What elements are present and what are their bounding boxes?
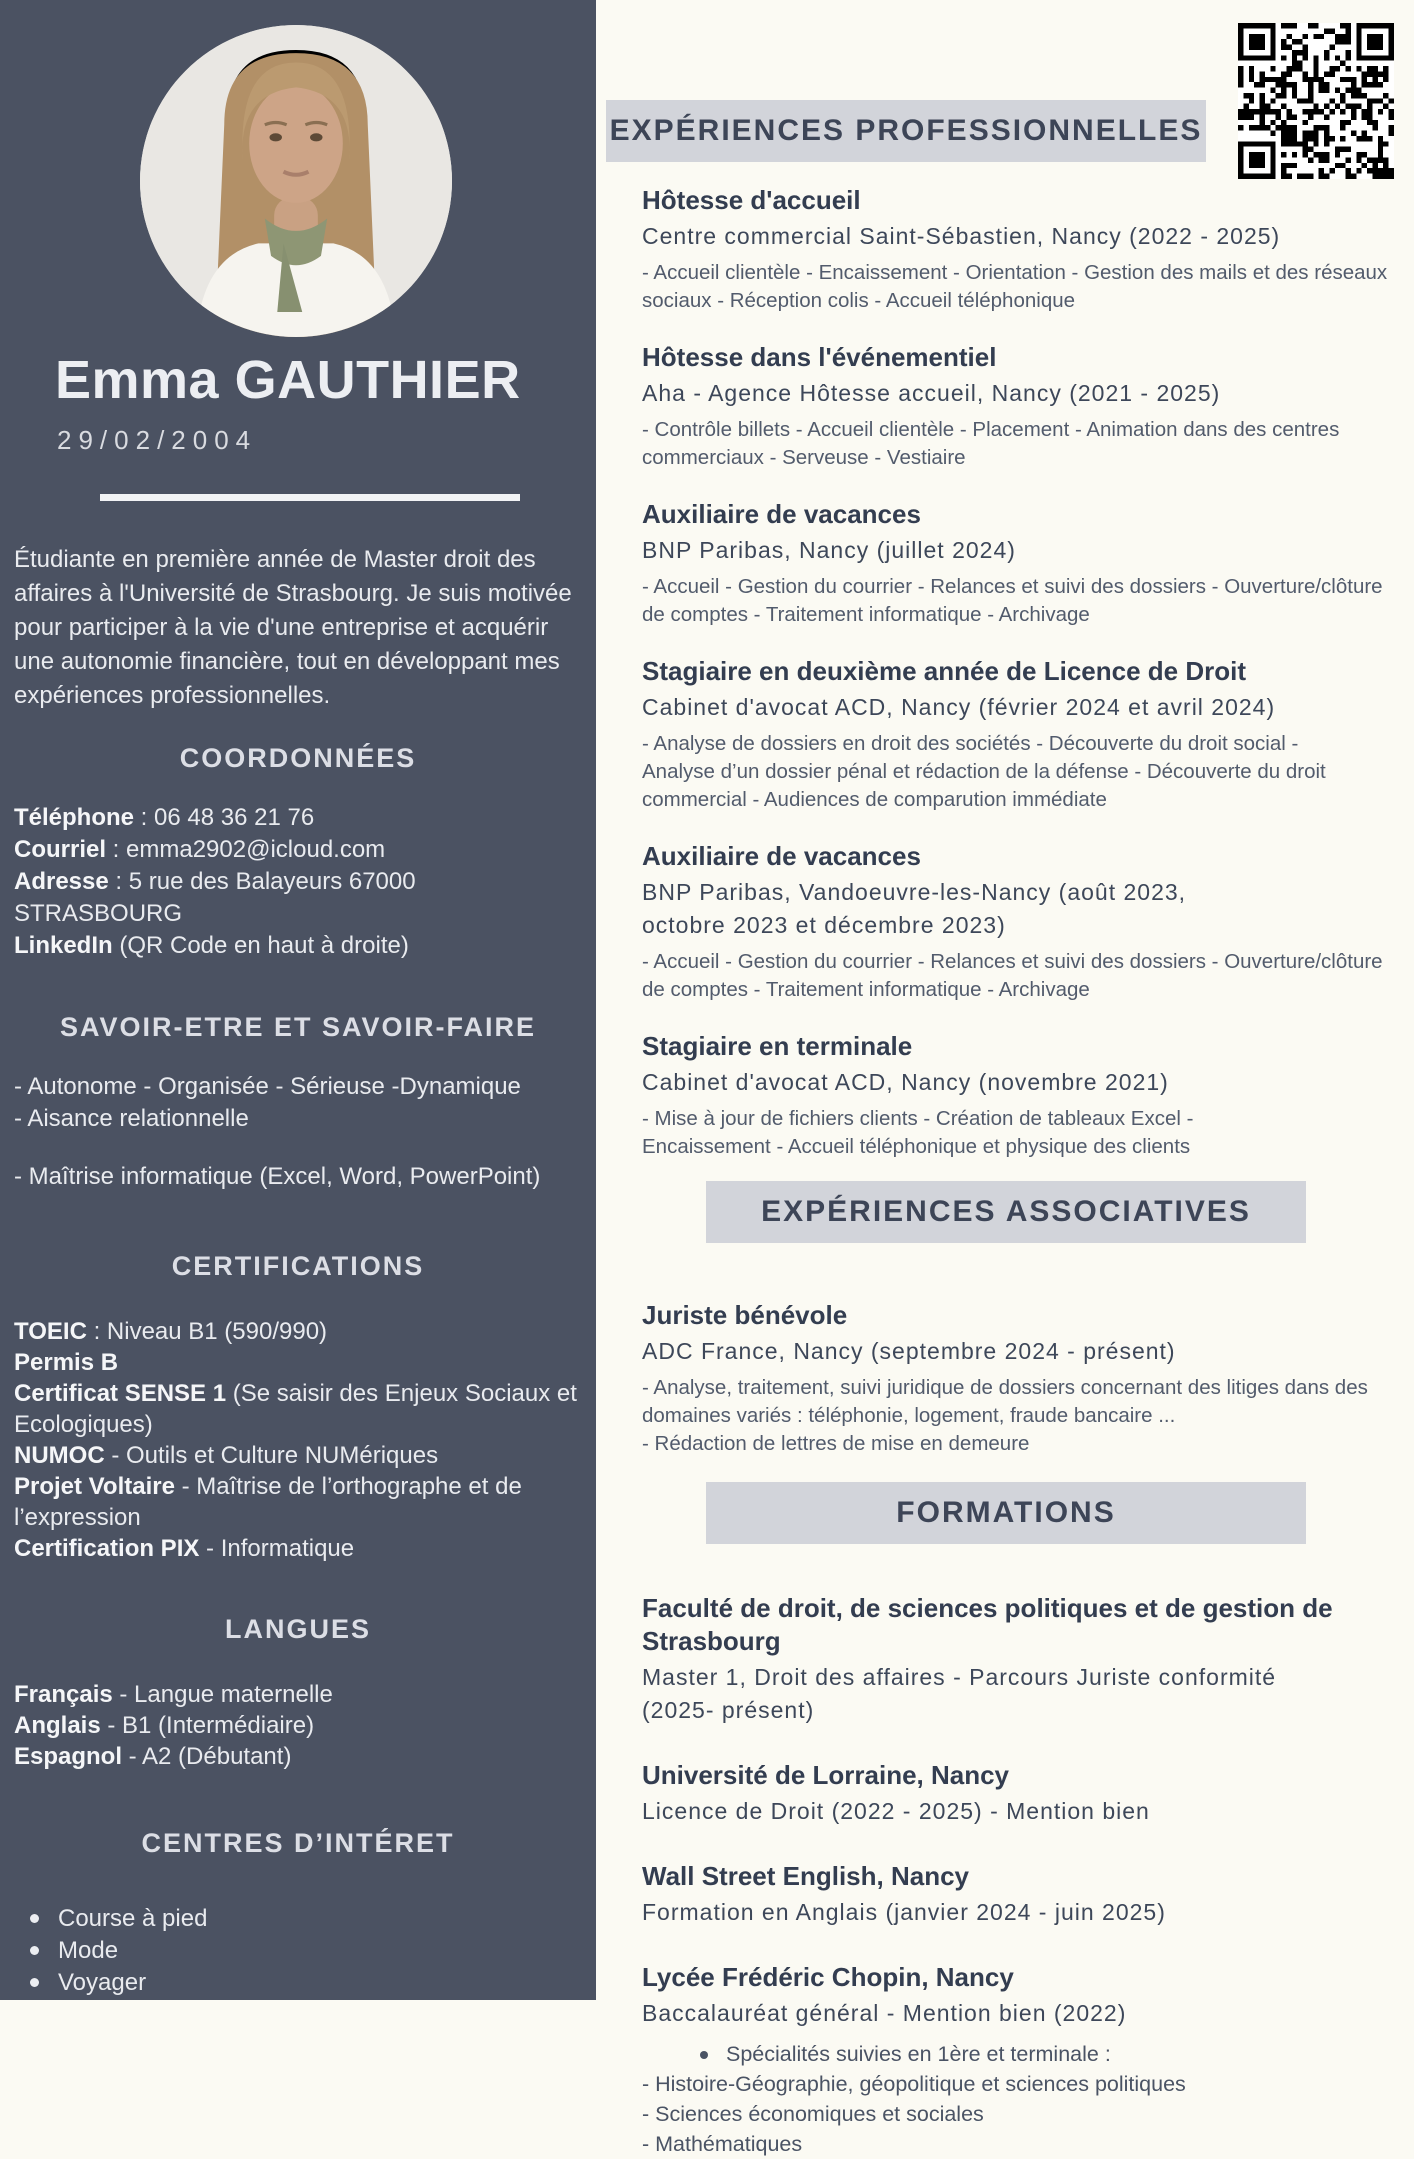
formation-entries	[642, 1592, 1402, 2159]
contact-address: Adresse : 5 rue des Balayeurs 67000 STRASBOURG	[14, 868, 416, 927]
cert-item: Certification PIX - Informatique	[14, 1535, 355, 1562]
section-title-coordonnees: COORDONNÉES	[179, 743, 417, 773]
job-employer: BNP Paribas, Nancy (juillet 2024)	[642, 537, 1016, 563]
cert-item: Certificat SENSE 1 (Se saisir des Enjeux Sociaux et Ecologiques)	[14, 1380, 577, 1438]
job-employer: ADC France, Nancy (septembre 2024 - présent)	[642, 1338, 1176, 1364]
contact-phone: Téléphone : 06 48 36 21 76	[14, 804, 315, 831]
degree: Master 1, Droit des affaires - Parcours Juriste conformité (2025- présent)	[642, 1664, 1277, 1723]
section-heading: FORMATIONS	[896, 1496, 1116, 1529]
divider-line	[100, 494, 520, 501]
job-details: - Contrôle billets - Accueil clientèle - Placement - Animation dans des centres commerciaux - Serveuse - Vestiaire	[642, 418, 1340, 469]
cert-item: TOEIC : Niveau B1 (590/990)	[14, 1318, 328, 1345]
formation-entry	[642, 1961, 1402, 2159]
section-heading: EXPÉRIENCES ASSOCIATIVES	[761, 1195, 1251, 1228]
qr-code-svg	[1238, 23, 1394, 179]
job-employer: BNP Paribas, Vandoeuvre-les-Nancy (août 2023, octobre 2023 et décembre 2023)	[642, 879, 1187, 938]
language-item: Espagnol - A2 (Débutant)	[14, 1743, 292, 1770]
interest-item: Mode	[30, 1935, 596, 1966]
job-title: Stagiaire en deuxième année de Licence de Droit	[642, 656, 1246, 686]
interest-item: Course à pied	[30, 1903, 596, 1934]
qr-code	[1238, 23, 1394, 179]
section-bar-experiences-asso	[706, 1181, 1306, 1243]
profile-photo	[140, 25, 452, 337]
school-name: Lycée Frédéric Chopin, Nancy	[642, 1962, 1014, 1992]
contact-email: Courriel : emma2902@icloud.com	[14, 836, 386, 863]
degree: Licence de Droit (2022 - 2025) - Mention bien	[642, 1798, 1150, 1824]
section-bar-formations	[706, 1482, 1306, 1544]
job-employer: Centre commercial Saint-Sébastien, Nancy (2022 - 2025)	[642, 223, 1281, 249]
section-bar-experiences-pro	[606, 100, 1206, 162]
section-title-langues: LANGUES	[224, 1614, 371, 1644]
spacer	[0, 1135, 596, 1161]
certification-list	[14, 1316, 582, 1564]
job-title: Auxiliaire de vacances	[642, 841, 921, 871]
interest-list	[30, 1903, 596, 1998]
main-column	[596, 0, 1414, 2156]
formation-entry	[642, 1759, 1402, 1828]
language-item: Anglais - B1 (Intermédiaire)	[14, 1712, 315, 1739]
section-title-savoir: SAVOIR-ETRE ET SAVOIR-FAIRE	[59, 1012, 537, 1042]
experience-entry	[642, 1299, 1402, 1458]
savoir-lines-bottom: - Maîtrise informatique (Excel, Word, PowerPoint)	[14, 1163, 541, 1190]
language-list	[14, 1679, 582, 1772]
job-details: - Mise à jour de fichiers clients - Création de tableaux Excel - Encaissement - Accueil téléphonique et physique des clients	[642, 1107, 1194, 1158]
job-title: Auxiliaire de vacances	[642, 499, 921, 529]
job-employer: Cabinet d'avocat ACD, Nancy (novembre 2021)	[642, 1069, 1169, 1095]
job-details: - Analyse, traitement, suivi juridique de dossiers concernant des litiges dans des domaines variés : téléphonie, logement, fraude bancaire ... - Rédaction de lettres de mise en demeure	[642, 1376, 1368, 1455]
job-employer: Aha - Agence Hôtesse accueil, Nancy (2021 - 2025)	[642, 380, 1221, 406]
school-name: Wall Street English, Nancy	[642, 1861, 970, 1891]
experience-entry	[642, 341, 1402, 472]
profile-summary: Étudiante en première année de Master droit des affaires à l'Université de Strasbourg. Je suis motivée pour participer à la vie d'une entreprise et acquérir une autonomie financière, tout en développant mes expériences professionnelles.	[14, 546, 572, 709]
job-title: Stagiaire en terminale	[642, 1031, 913, 1061]
job-details: - Accueil - Gestion du courrier - Relances et suivi des dossiers - Ouverture/clôture de comptes - Traitement informatique - Archivage	[642, 950, 1383, 1001]
job-details: - Accueil clientèle - Encaissement - Orientation - Gestion des mails et des réseaux sociaux - Réception colis - Accueil téléphonique	[642, 261, 1388, 312]
contact-list	[14, 802, 582, 962]
cert-item: Projet Voltaire - Maîtrise de l’orthographe et de l’expression	[14, 1473, 522, 1531]
section-heading: EXPÉRIENCES PROFESSIONNELLES	[609, 114, 1203, 147]
person-name: Emma GAUTHIER	[55, 350, 521, 410]
specialties-lines: - Histoire-Géographie, géopolitique et sciences politiques - Sciences économiques et sociales - Mathématiques	[642, 2072, 1186, 2156]
language-item: Français - Langue maternelle	[14, 1681, 333, 1708]
interest-item: Voyager	[30, 1967, 596, 1998]
experience-entry	[642, 1030, 1402, 1161]
sidebar	[0, 0, 596, 2000]
degree: Baccalauréat général - Mention bien (2022)	[642, 2000, 1127, 2026]
formation-entry	[642, 1860, 1402, 1929]
formation-entry	[642, 1592, 1402, 1727]
savoir-lines-top: - Autonome - Organisée - Sérieuse -Dynamique - Aisance relationnelle	[14, 1073, 521, 1132]
experience-asso-entries	[642, 1299, 1402, 1458]
experience-entry	[642, 655, 1402, 814]
contact-linkedin: LinkedIn (QR Code en haut à droite)	[14, 932, 409, 959]
job-title: Juriste bénévole	[642, 1300, 848, 1330]
section-title-interets: CENTRES D’INTÉRET	[141, 1828, 455, 1858]
job-employer: Cabinet d'avocat ACD, Nancy (février 2024 et avril 2024)	[642, 694, 1276, 720]
job-title: Hôtesse d'accueil	[642, 185, 861, 215]
cert-item: NUMOC - Outils et Culture NUMériques	[14, 1442, 439, 1469]
degree: Formation en Anglais (janvier 2024 - juin 2025)	[642, 1899, 1166, 1925]
profile-photo-illustration	[140, 25, 452, 337]
section-title-certifications: CERTIFICATIONS	[171, 1251, 425, 1281]
school-name: Faculté de droit, de sciences politiques et de gestion de Strasbourg	[642, 1593, 1333, 1656]
job-title: Hôtesse dans l'événementiel	[642, 342, 997, 372]
job-details: - Analyse de dossiers en droit des sociétés - Découverte du droit social - Analyse d’un dossier pénal et rédaction de la défense - Découverte du droit commercial - Audiences de comparution immédiate	[642, 732, 1326, 811]
experience-pro-entries	[642, 184, 1402, 1161]
experience-entry	[642, 184, 1402, 315]
specialties-bullet: Spécialités suivies en 1ère et terminale :	[700, 2040, 1402, 2069]
experience-entry	[642, 840, 1402, 1004]
birthdate: 29/02/2004	[57, 425, 258, 455]
cert-item: Permis B	[14, 1349, 119, 1376]
experience-entry	[642, 498, 1402, 629]
job-details: - Accueil - Gestion du courrier - Relances et suivi des dossiers - Ouverture/clôture de comptes - Traitement informatique - Archivage	[642, 575, 1383, 626]
school-name: Université de Lorraine, Nancy	[642, 1760, 1010, 1790]
